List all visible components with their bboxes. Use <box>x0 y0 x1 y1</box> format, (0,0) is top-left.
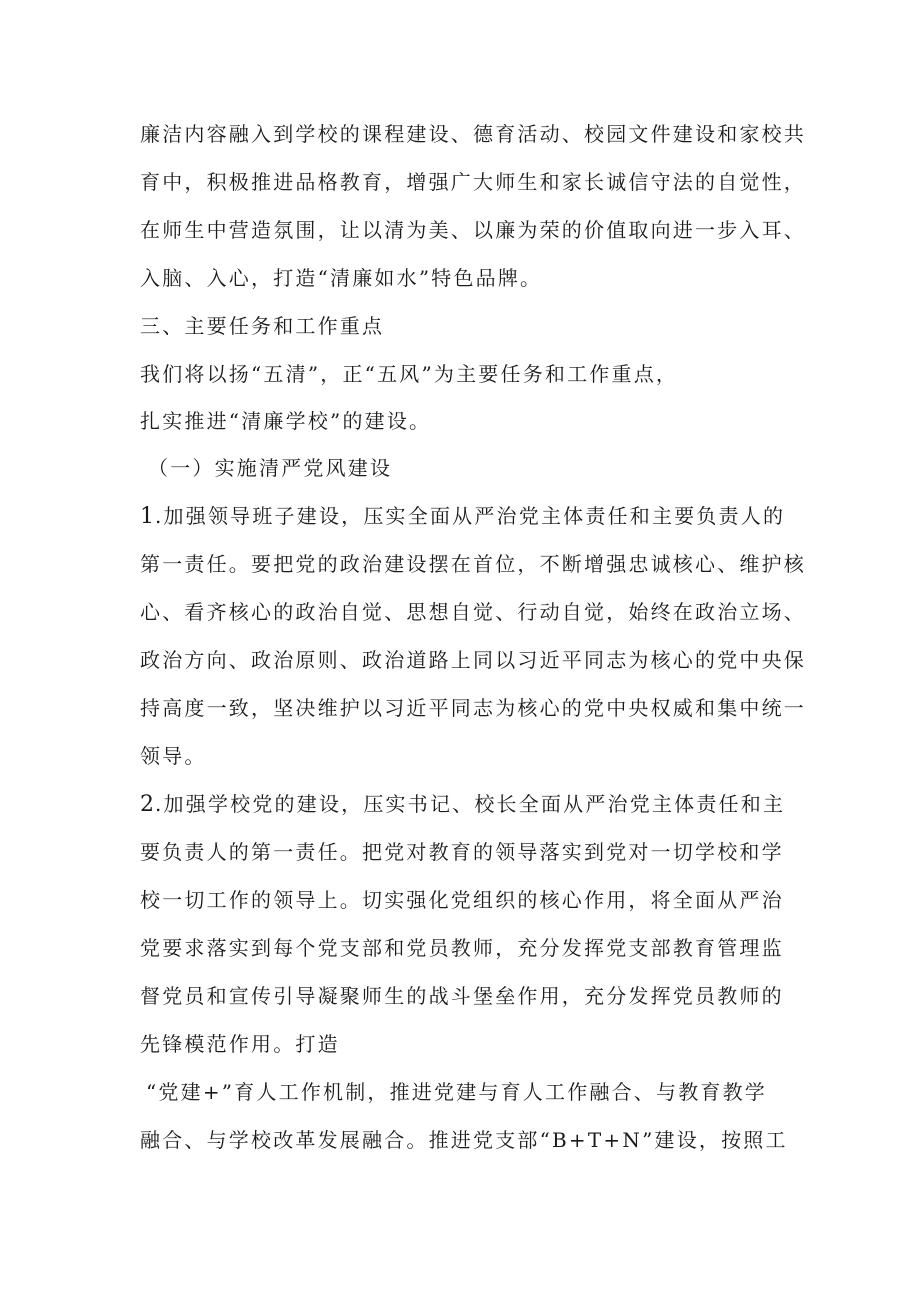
item1-line-2: 第一责任。要把党的政治建设摆在首位，不断增强忠诚核心、维护核 <box>140 552 806 576</box>
item1-text-1: .加强领导班子建设，压实全面从严治党主体责任和主要负责人的 <box>155 504 786 528</box>
item2-text-1: .加强学校党的建设，压实书记、校长全面从严治党主体责任和主 <box>155 792 786 816</box>
item2-line-4: 党要求落实到每个党支部和党员教师，充分发挥党支部教育管理监 <box>140 936 784 960</box>
item1-line-6: 领导。 <box>140 744 207 768</box>
item1-line-1 <box>140 504 785 529</box>
item1-line-4: 政治方向、政治原则、政治道路上同以习近平同志为核心的党中央保 <box>140 648 806 672</box>
item1-line-3: 心、看齐核心的政治自觉、思想自觉、行动自觉，始终在政治立场、 <box>140 600 806 624</box>
subsection-heading: （一）实施清严党风建设 <box>148 456 393 480</box>
intro-line-1: 廉洁内容融入到学校的课程建设、德育活动、校园文件建设和家校共 <box>140 122 806 146</box>
item2-line-1 <box>140 792 785 817</box>
intro-line-2: 育中，积极推进品格教育，增强广大师生和家长诚信守法的自觉性， <box>140 170 806 194</box>
item2-number: 2 <box>140 792 155 817</box>
item2-line-8: 融合、与学校改革发展融合。推进党支部“B+T+N”建设，按照工 <box>140 1128 788 1152</box>
section-heading: 三、主要任务和工作重点 <box>140 314 385 338</box>
item1-line-5: 持高度一致，坚决维护以习近平同志为核心的党中央权威和集中统一 <box>140 696 806 720</box>
section-intro-line-2: 扎实推进“清廉学校”的建设。 <box>140 409 432 433</box>
intro-line-3: 在师生中营造氛围，让以清为美、以廉为荣的价值取向进一步入耳、 <box>140 218 806 242</box>
item2-line-7: “党建+”育人工作机制，推进党建与育人工作融合、与教育教学 <box>146 1080 768 1104</box>
item2-line-5: 督党员和宣传引导凝聚师生的战斗堡垒作用，充分发挥党员教师的 <box>140 984 784 1008</box>
item2-line-3: 校一切工作的领导上。切实强化党组织的核心作用，将全面从严治 <box>140 888 784 912</box>
item2-line-2: 要负责人的第一责任。把党对教育的领导落实到党对一切学校和学 <box>140 840 784 864</box>
item1-number: 1 <box>140 504 155 529</box>
section-intro-line-1: 我们将以扬“五清”，正“五风”为主要任务和工作重点， <box>140 362 679 386</box>
intro-line-4: 入脑、入心，打造“清廉如水”特色品牌。 <box>140 266 543 290</box>
item2-line-6: 先锋模范作用。打造 <box>140 1032 340 1056</box>
